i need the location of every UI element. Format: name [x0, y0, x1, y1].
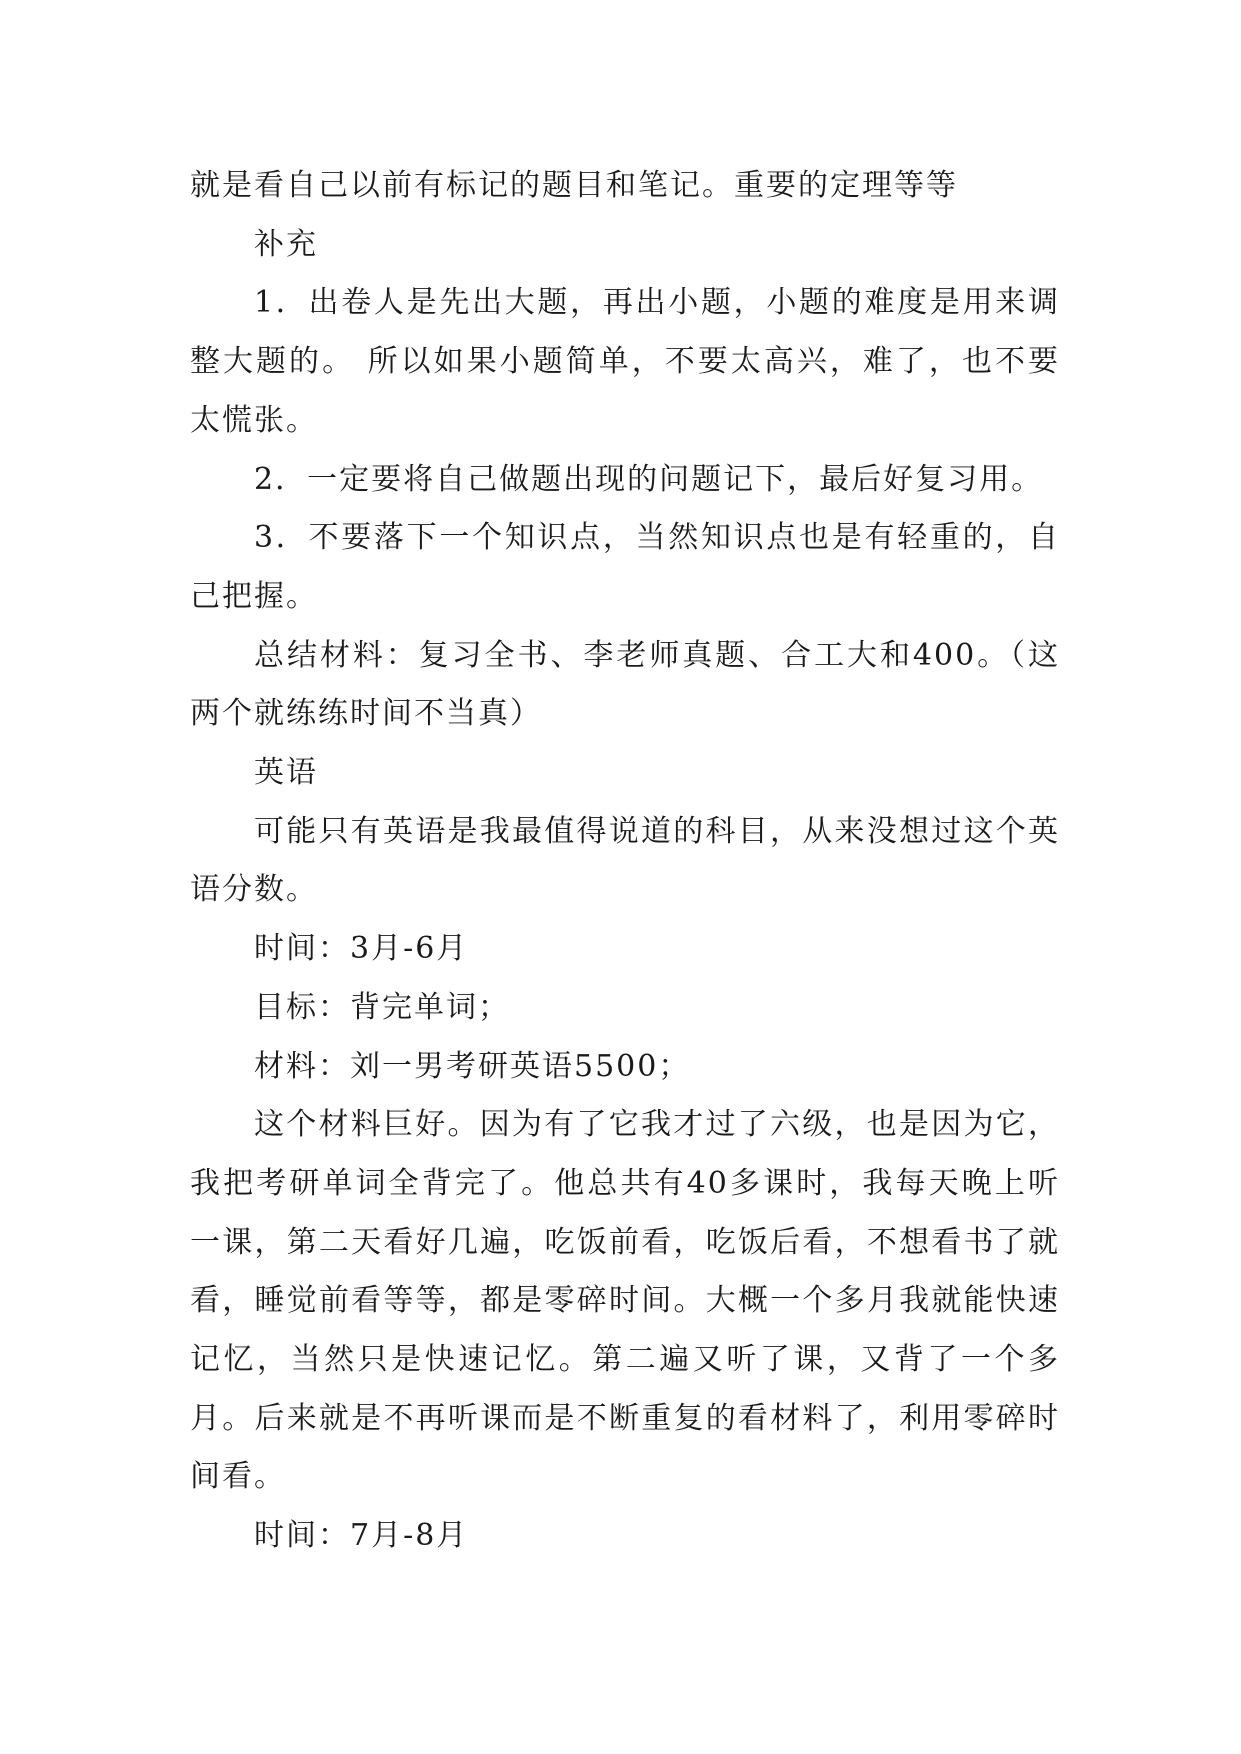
paragraph-time-1: 时间：3月-6月 [254, 931, 469, 967]
heading-english: 英语 [254, 755, 318, 791]
document-body [190, 157, 1060, 1566]
paragraph-item-3: 3．不要落下一个知识点，当然知识点也是有轻重的，自己把握。 [190, 520, 1060, 614]
paragraph-time-2: 时间：7月-8月 [254, 1518, 469, 1554]
paragraph-summary-materials: 总结材料：复习全书、李老师真题、合工大和400。（这两个就练练时间不当真） [190, 637, 1060, 732]
heading-supplement: 补充 [254, 226, 318, 262]
paragraph-item-1: 1．出卷人是先出大题，再出小题，小题的难度是用来调整大题的。 所以如果小题简单，不要太高兴，难了，也不要太慌张。 [190, 285, 1060, 438]
paragraph-english-intro: 可能只有英语是我最值得说道的科目，从来没想过这个英语分数。 [190, 813, 1060, 908]
paragraph-goal: 目标：背完单词； [254, 989, 510, 1025]
paragraph-material: 材料：刘一男考研英语5500； [254, 1048, 691, 1084]
paragraph-item-2: 2．一定要将自己做题出现的问题记下，最后好复习用。 [254, 461, 1044, 497]
paragraph-material-detail: 这个材料巨好。因为有了它我才过了六级，也是因为它，我把考研单词全背完了。他总共有40多课时，我每天晚上听一课，第二天看好几遍，吃饭前看，吃饭后看，不想看书了就看，睡觉前看等等，都是零碎时间。大概一个多月我就能快速记忆，当然只是快速记忆。第二遍又听了课，又背了一个多月。后来就是不再听课而是不断重复的看材料了，利用零碎时间看。 [190, 1107, 1060, 1495]
paragraph-continuation: 就是看自己以前有标记的题目和笔记。重要的定理等等 [190, 168, 958, 203]
